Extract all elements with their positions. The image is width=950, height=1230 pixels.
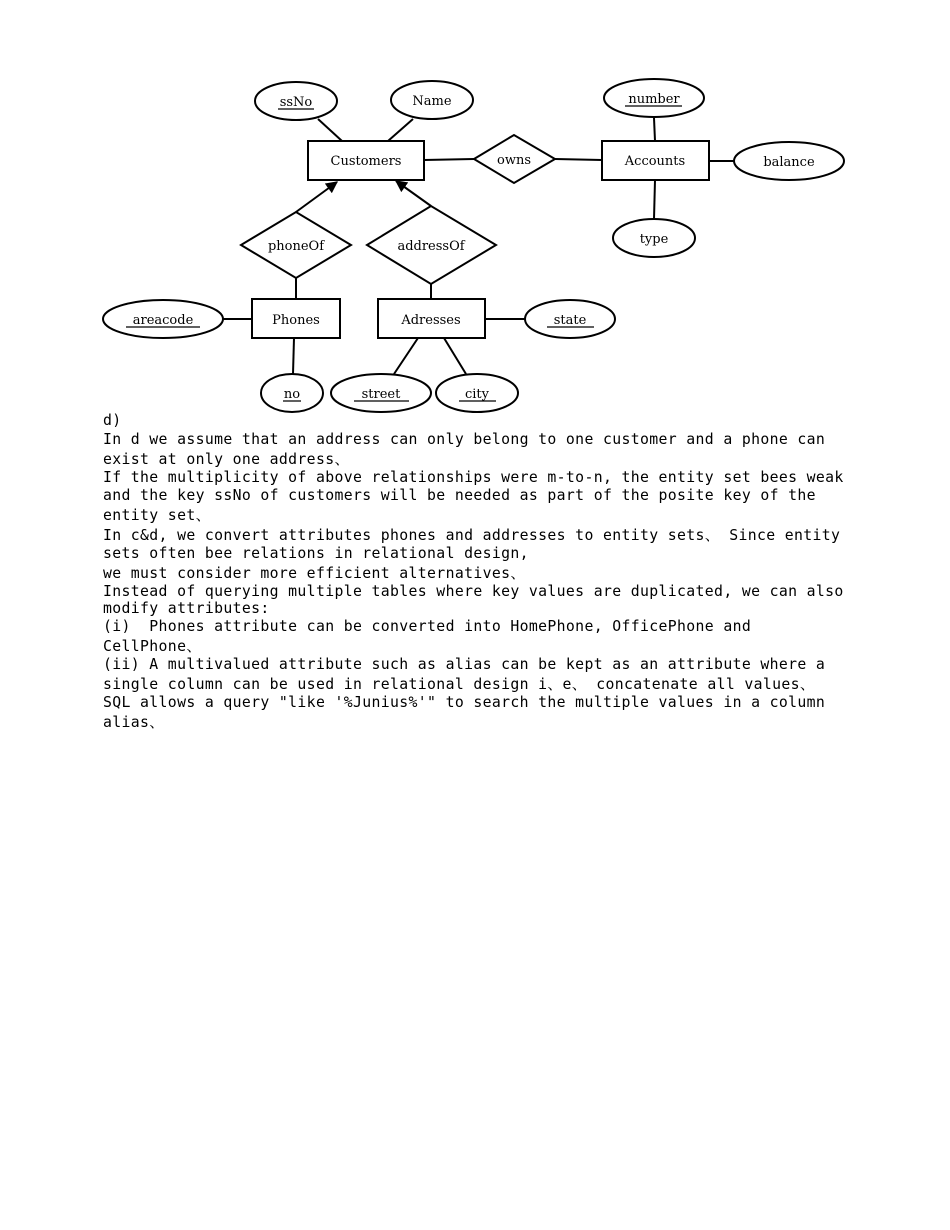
text-line: sets often bee relations in relational design,	[103, 545, 529, 562]
attribute-street	[331, 374, 431, 412]
attribute-ssno	[255, 82, 337, 120]
attribute-name	[391, 81, 473, 119]
edge-accounts-type	[654, 180, 655, 219]
attribute-ssno-label: ssNo	[279, 95, 313, 110]
entity-phones	[252, 299, 340, 338]
text-line: entity set、	[103, 507, 211, 524]
text-line: alias、	[103, 714, 165, 731]
edge-phones-no	[293, 338, 294, 374]
edge-addresses-street	[394, 338, 418, 374]
relationship-addressof-label: addressOf	[397, 239, 465, 254]
attribute-areacode	[103, 300, 223, 338]
attribute-city	[436, 374, 518, 412]
edge-addressof-customers	[396, 181, 431, 206]
attribute-state	[525, 300, 615, 338]
relationship-owns-label: owns	[497, 153, 531, 168]
entity-accounts-label: Accounts	[624, 154, 686, 169]
attribute-number-label: number	[628, 92, 680, 107]
text-line: Instead of querying multiple tables where key values are duplicated, we can also	[103, 583, 844, 600]
edge-addresses-city	[444, 338, 466, 374]
attribute-city-label: city	[464, 387, 490, 402]
attribute-type	[613, 219, 695, 257]
attribute-no	[261, 374, 323, 412]
relationship-phoneof	[241, 212, 351, 278]
text-line: In d we assume that an address can only belong to one customer and a phone can	[103, 431, 826, 448]
edge-name-customers	[388, 119, 413, 141]
relationship-addressof	[367, 206, 496, 284]
text-line: In c&d, we convert attributes phones and addresses to entity sets、 Since entity	[103, 527, 841, 544]
text-line: modify attributes:	[103, 600, 270, 617]
edge-number-accounts	[654, 118, 655, 141]
attribute-no-label: no	[283, 387, 301, 402]
attribute-areacode-label: areacode	[132, 313, 194, 328]
entity-addresses-label: Adresses	[401, 313, 461, 328]
text-line: single column can be used in relational design i、e、 concatenate all values、	[103, 676, 816, 693]
attribute-number	[604, 79, 704, 117]
entity-accounts	[602, 141, 709, 180]
entity-phones-label: Phones	[272, 313, 320, 328]
edge-ssno-customers	[318, 119, 342, 141]
attribute-balance-label: balance	[763, 155, 815, 170]
edge-customers-owns	[424, 159, 474, 160]
edge-phoneof-customers	[296, 182, 337, 212]
attribute-name-label: Name	[412, 94, 452, 109]
text-line: CellPhone、	[103, 638, 202, 655]
attribute-state-label: state	[553, 313, 587, 328]
text-line: exist at only one address、	[103, 451, 350, 468]
relationship-phoneof-label: phoneOf	[267, 239, 325, 254]
attribute-type-label: type	[639, 232, 669, 247]
entity-customers	[308, 141, 424, 180]
text-line: SQL allows a query "like '%Junius%'" to search the multiple values in a column	[103, 694, 826, 711]
attribute-balance	[734, 142, 844, 180]
relationship-owns	[474, 135, 555, 183]
text-line: If the multiplicity of above relationships were m-to-n, the entity set bees weak	[103, 469, 844, 486]
text-line: (ii) A multivalued attribute such as alias can be kept as an attribute where a	[103, 656, 826, 673]
text-line: we must consider more efficient alternatives、	[103, 565, 526, 582]
edge-owns-accounts	[555, 159, 602, 160]
attribute-street-label: street	[361, 387, 401, 402]
entity-customers-label: Customers	[330, 154, 402, 169]
entity-addresses	[378, 299, 485, 338]
text-line: (i) Phones attribute can be converted into HomePhone, OfficePhone and	[103, 618, 752, 635]
text-line: d)	[103, 412, 122, 429]
er-diagram	[0, 0, 950, 420]
text-line: and the key ssNo of customers will be needed as part of the posite key of the	[103, 487, 816, 504]
